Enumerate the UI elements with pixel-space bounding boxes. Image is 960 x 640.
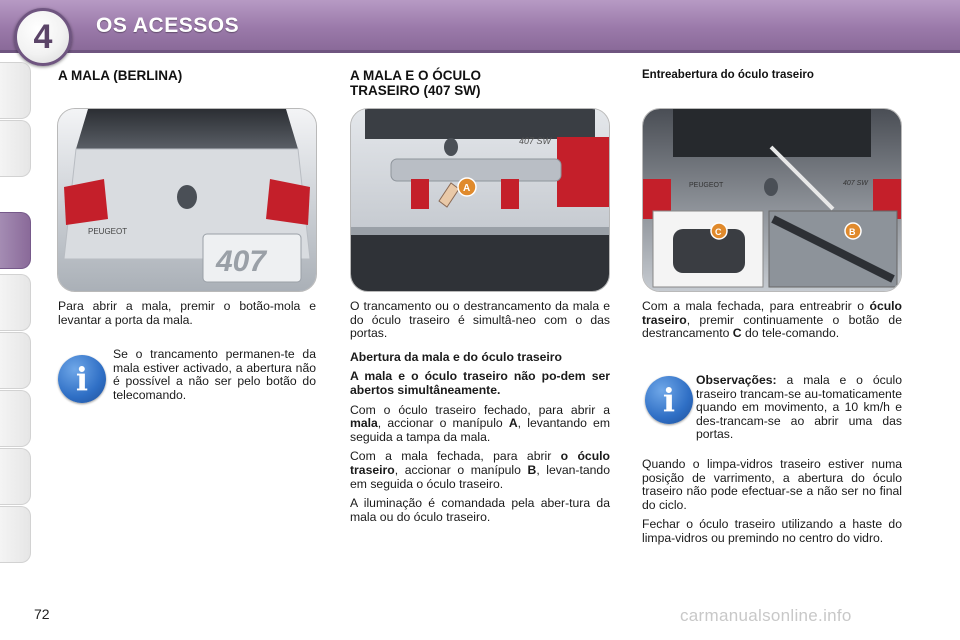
col2-para3-a: Com a mala fechada, para abrir	[350, 449, 561, 464]
left-tail-light	[64, 179, 108, 225]
col3-body-lower	[642, 458, 902, 552]
col2-para2	[350, 404, 610, 445]
peugeot-lion-logo	[764, 178, 778, 196]
col2-warning: A mala e o óculo traseiro não po-dem ser abertos simultâneamente.	[350, 369, 610, 397]
side-tab-8[interactable]	[0, 506, 31, 563]
col3-obs	[696, 374, 902, 442]
col3-obs-text: a mala e o óculo traseiro trancam-se au-tomaticamente quando em movimento, a 10 km/h e des-trancam-se ao abrir uma das portas.	[696, 373, 902, 442]
rear-bumper	[351, 229, 609, 291]
photo3-model-text: 407 SW	[843, 180, 868, 187]
col3-observations	[696, 374, 902, 448]
rear-glass-illustration	[643, 109, 901, 291]
info-icon: i	[645, 376, 693, 424]
col2-para1: O trancamento ou o destrancamento da mala e do óculo traseiro é simultâ-neo com o das portas.	[350, 299, 610, 341]
col2-para3-b: o óculo traseiro	[350, 449, 610, 477]
side-tab-6[interactable]	[0, 390, 31, 447]
photo2-model-text: 407 SW	[519, 136, 552, 146]
col3-heading: Entreabertura do óculo traseiro	[642, 69, 814, 81]
col3-obs-label: Observações:	[696, 373, 777, 387]
col3-para2: Quando o limpa-vidros traseiro estiver numa posição de varrimento, a abertura do óculo traseiro não pode efectuar-se a não ser no final do ciclo.	[642, 457, 902, 512]
col1-heading: A MALA (BERLINA)	[58, 68, 183, 83]
col1-body	[58, 300, 316, 333]
right-tail-light	[266, 179, 310, 225]
remote-key	[673, 229, 745, 273]
col2-heading-line1: A MALA E O ÓCULO	[350, 68, 481, 83]
col3-para1	[642, 300, 902, 341]
watermark: carmanualsonline.info	[680, 606, 852, 625]
page-number: 72	[34, 606, 50, 622]
col2-para3-c: , accionar o manípulo	[394, 462, 528, 477]
col2-para2-e: , levantando em seguida a tampa da mala.	[350, 416, 610, 444]
info-icon: i	[58, 355, 106, 403]
peugeot-lion-logo	[177, 185, 197, 209]
photo-rear-glass	[642, 108, 902, 292]
photo1-brand-text: PEUGEOT	[88, 227, 128, 236]
col2-heading-line2: TRASEIRO (407 SW)	[350, 83, 481, 98]
col2-para3-e: , levan-tando em seguida o óculo traseiro.	[350, 462, 610, 491]
chapter-number-badge	[14, 8, 72, 66]
col1-para1: Para abrir a mala, premir o botão-mola e levantar a porta da mala.	[58, 299, 316, 327]
col2-para2-d: A	[508, 416, 518, 431]
peugeot-lion-logo	[444, 138, 458, 156]
trunk-berlina-illustration	[58, 109, 316, 291]
label-a-text: A	[463, 183, 471, 194]
col2-para2-c: , accionar o manípulo	[377, 416, 509, 431]
col2-para3-d: B	[527, 462, 537, 477]
side-tab-1[interactable]	[0, 62, 31, 119]
rear-glass	[365, 109, 595, 139]
side-tab-active[interactable]	[0, 212, 31, 269]
sw-tail-light	[557, 137, 609, 207]
side-tab-2[interactable]	[0, 120, 31, 177]
col3-para1-e: do tele-comando.	[741, 326, 840, 341]
label-b-text: B	[849, 227, 856, 237]
col3-para1-b: óculo traseiro	[642, 299, 902, 327]
col3-para3: Fechar o óculo traseiro utilizando a haste do limpa-vidros ou premindo no centro do vidro.	[642, 517, 902, 545]
side-tab-4[interactable]	[0, 274, 31, 331]
col3-para1-d: C	[732, 326, 742, 341]
label-c-text: C	[715, 227, 722, 237]
photo3-brand-text: PEUGEOT	[689, 182, 724, 189]
rear-window	[76, 109, 298, 149]
col2-para2-a: Com o óculo traseiro fechado, para abrir a	[350, 402, 610, 417]
col2-para4: A iluminação é comandada pela aber-tura da mala ou do óculo traseiro.	[350, 496, 610, 524]
col2-heading	[350, 68, 481, 98]
photo-trunk-sw	[350, 108, 610, 292]
col2-para3	[350, 450, 610, 491]
col2-subheading: Abertura da mala e do óculo traseiro	[350, 349, 562, 364]
col1-info-note	[113, 348, 316, 408]
chapter-number: 4	[33, 17, 53, 56]
chapter-title: OS ACESSOS	[96, 14, 240, 37]
col3-body	[642, 300, 902, 347]
side-tab-5[interactable]	[0, 332, 31, 389]
side-tab-7[interactable]	[0, 448, 31, 505]
photo1-model-badge: 407	[216, 245, 267, 278]
col3-para1-a: Com a mala fechada, para entreabrir o	[642, 299, 870, 313]
chapter-side-tabs	[0, 62, 34, 578]
photo-trunk-berlina	[57, 108, 317, 292]
col2-body	[350, 300, 610, 530]
col3-para1-c: , premir continuamente o botão de destrancamento	[642, 312, 902, 341]
col1-info-text: Se o trancamento permanen-te da mala estiver activado, a abertura não é possível a não ser pelo botão do telecomando.	[113, 347, 316, 402]
col2-para2-b: mala	[350, 416, 378, 431]
tailgate-handle-bar	[391, 159, 561, 181]
trunk-sw-illustration	[351, 109, 609, 291]
header-underline	[0, 50, 960, 53]
